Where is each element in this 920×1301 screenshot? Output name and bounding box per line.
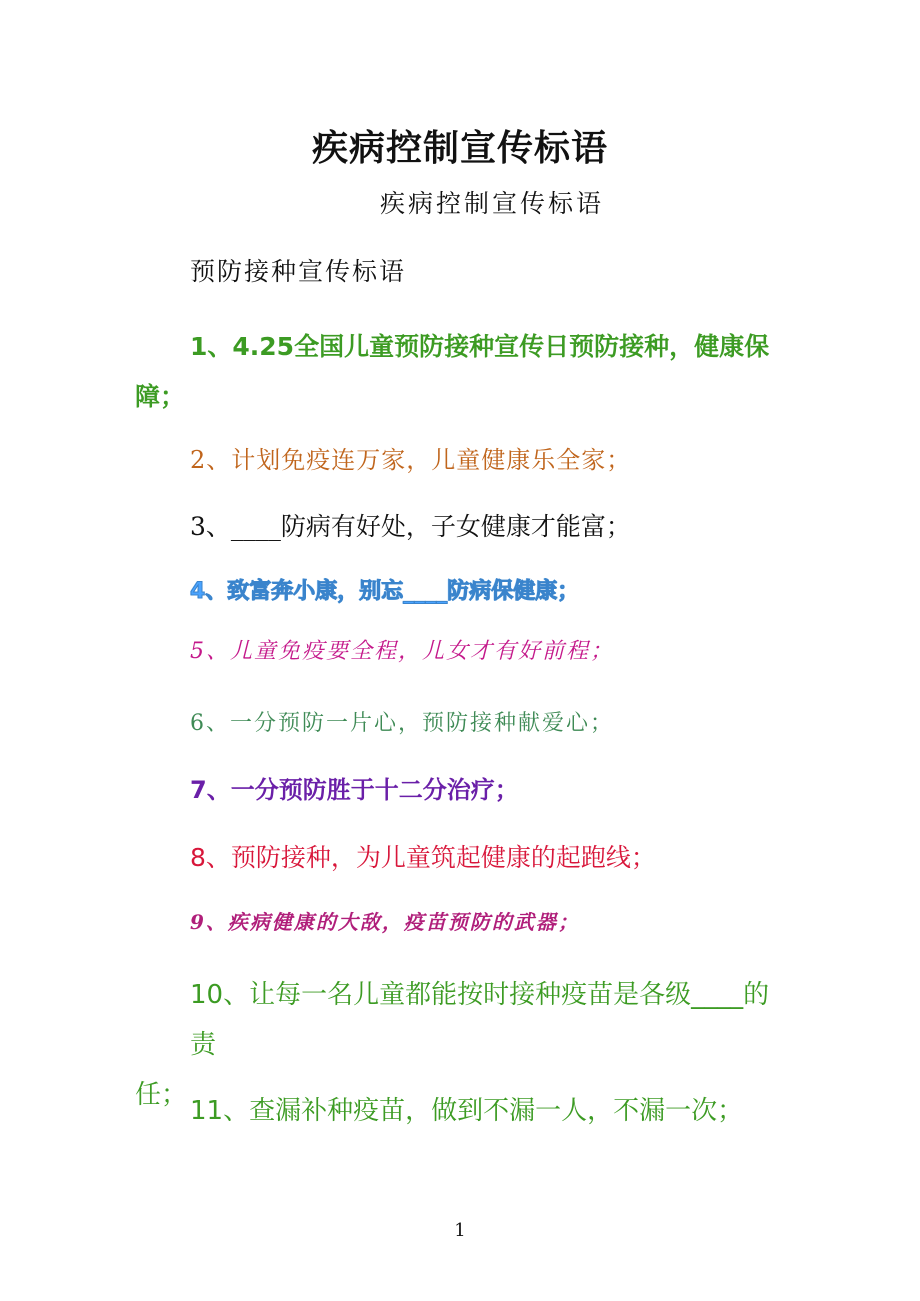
slogan-2: 2、计划免疫连万家，儿童健康乐全家； (190, 446, 632, 474)
slogan-11: 11、查漏补种疫苗，做到不漏一人，不漏一次； (190, 1096, 744, 1126)
slogan-1-line-1: 1、4.25全国儿童预防接种宣传日预防接种，健康保 (190, 332, 770, 361)
slogan-9: 9、疾病健康的大敌，疫苗预防的武器； (190, 910, 580, 934)
slogan-5: 5、儿童免疫要全程，儿女才有好前程； (190, 639, 614, 664)
slogan-3: 3、____防病有好处，子女健康才能富； (190, 512, 631, 541)
slogan-10-line-2: 任； (135, 1080, 188, 1110)
page-number: 1 (454, 1220, 466, 1241)
document-subtitle: 疾病控制宣传标语 (380, 189, 605, 218)
section-heading: 预防接种宣传标语 (190, 257, 407, 286)
slogan-8: 8、预防接种，为儿童筑起健康的起跑线； (190, 843, 656, 872)
slogan-4: 4、致富奔小康，别忘____防病保健康； (190, 579, 580, 604)
slogan-6: 6、一分预防一片心，预防接种献爱心； (190, 711, 614, 736)
slogan-10-line-1: 10、让每一名儿童都能按时接种疫苗是各级____的责 (190, 980, 770, 1060)
slogan-1 (135, 322, 780, 422)
slogan-1-line-2: 障； (135, 382, 186, 411)
document-title: 疾病控制宣传标语 (311, 128, 608, 169)
slogan-7: 7、一分预防胜于十二分治疗； (190, 776, 519, 804)
